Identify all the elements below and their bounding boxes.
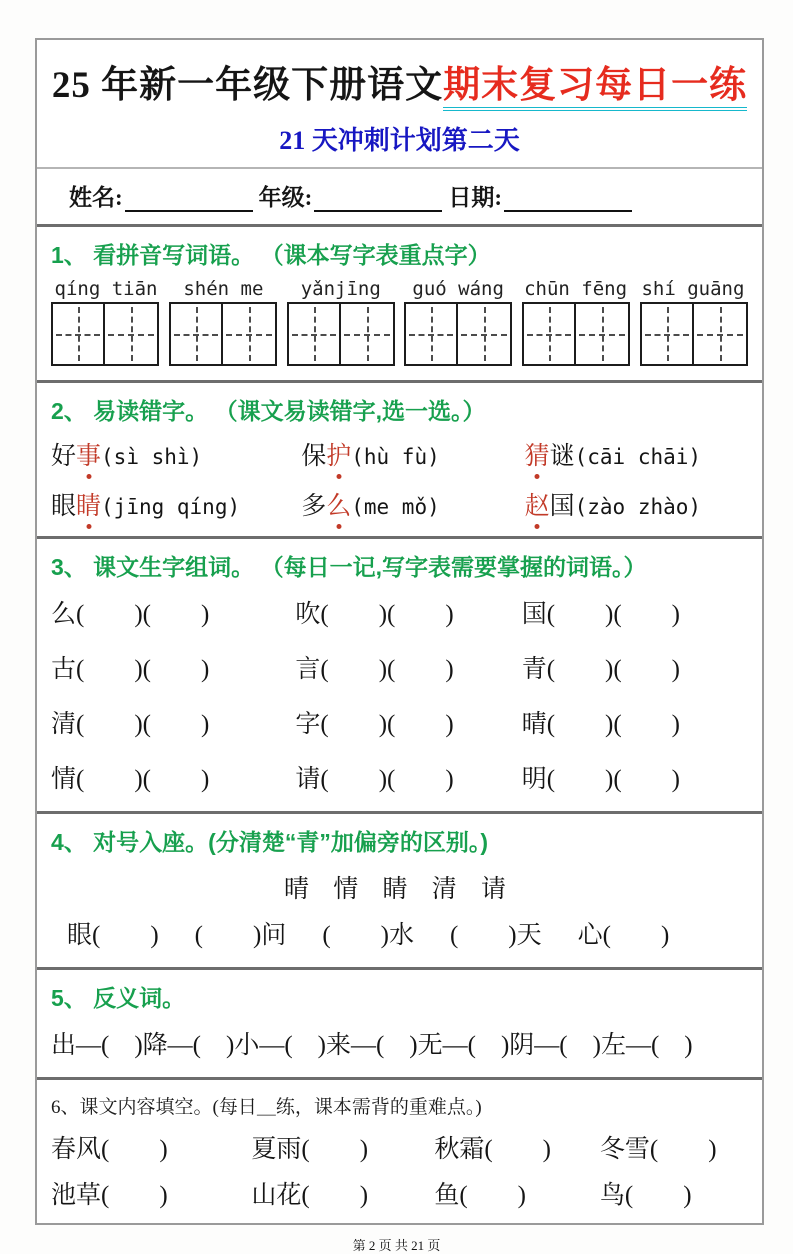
- text-fill-item: 冬雪( ): [599, 1136, 717, 1163]
- antonym-item: 出—( ): [51, 1032, 143, 1059]
- emphasized-char: 么: [326, 486, 351, 522]
- grade-blank: [314, 187, 442, 212]
- writing-grid-group: [522, 302, 630, 366]
- text-fill-item: 秋霜( ): [434, 1136, 551, 1163]
- fill-seat-item: 眼( ): [67, 922, 159, 949]
- antonym-item: 无—( ): [417, 1032, 510, 1059]
- tianzige-cell: [576, 302, 630, 366]
- character: 清: [51, 711, 77, 738]
- blank-parens: ( )( ): [76, 656, 210, 683]
- text-fill-row-2: [51, 1175, 748, 1211]
- emphasized-char: 护: [326, 436, 351, 472]
- pinyin-label: qíng tiān: [54, 278, 158, 300]
- text-fill-item: 鸟( ): [599, 1182, 692, 1209]
- writing-grid-row: [51, 302, 748, 366]
- word-building-item: [295, 594, 521, 630]
- blank-parens: ( )( ): [320, 601, 454, 628]
- section-3-word-building: [37, 539, 762, 814]
- misread-item: [301, 436, 524, 472]
- pinyin-row: [51, 278, 748, 300]
- section-5-heading: 5、 反义词。: [51, 985, 186, 1011]
- tianzige-cell: [522, 302, 576, 366]
- section-6-text-fill: [37, 1080, 762, 1223]
- item-pinyin: (hù fù): [351, 445, 440, 469]
- character: 字: [295, 711, 321, 738]
- title-red-part: 期末复习每日一练: [443, 65, 747, 111]
- word-building-item: [295, 759, 521, 795]
- pinyin-label: guó wáng: [412, 278, 504, 300]
- word-building-item: [522, 704, 748, 740]
- section-1-heading: 1、 看拼音写词语。 （课本写字表重点字）: [51, 242, 491, 268]
- word-building-items: [51, 594, 748, 795]
- header: [37, 40, 762, 169]
- tianzige-cell: [458, 302, 512, 366]
- title-black-part: 25 年新一年级下册语文: [51, 65, 444, 106]
- character: 请: [295, 766, 321, 793]
- item-text: 好: [51, 443, 77, 470]
- item-text: 谜: [549, 443, 575, 470]
- item-text: 保: [301, 443, 327, 470]
- text-fill-row-1: [51, 1129, 748, 1165]
- tianzige-cell: [287, 302, 341, 366]
- misread-item: [525, 436, 748, 472]
- name-label: 姓名:: [69, 185, 123, 210]
- blank-parens: ( )( ): [320, 656, 454, 683]
- character: 吹: [295, 601, 321, 628]
- text-fill-item: 山花( ): [251, 1182, 369, 1209]
- text-fill-item: 池草( ): [51, 1182, 168, 1209]
- text-fill-item: 春风( ): [51, 1136, 168, 1163]
- pinyin-label: yǎnjīng: [300, 278, 381, 300]
- item-text: 国: [549, 493, 575, 520]
- misread-item: [525, 486, 748, 522]
- pinyin-label: chūn fēng: [524, 278, 628, 300]
- character: 晴: [521, 711, 547, 738]
- pinyin-label: shí guāng: [641, 278, 745, 300]
- fill-seat-item: ( )水: [322, 922, 414, 949]
- page-number: 第 2 页 共 21 页: [352, 1238, 441, 1253]
- section-1-pinyin-writing: [37, 227, 762, 383]
- section-6-heading: 6、课文内容填空。(每日＿练，课本需背的重难点。): [51, 1097, 482, 1118]
- text-fill-item: 夏雨( ): [251, 1136, 369, 1163]
- character: 情: [51, 766, 77, 793]
- section-3-heading: 3、 课文生字组词。 （每日一记,写字表需要掌握的词语。）: [51, 554, 647, 580]
- misread-items: [51, 436, 748, 522]
- info-row: [37, 169, 762, 227]
- blank-parens: ( )( ): [76, 711, 210, 738]
- blank-parens: ( )( ): [546, 711, 681, 738]
- antonym-line: [51, 1025, 750, 1061]
- word-building-item: [522, 594, 748, 630]
- date-blank: [504, 187, 632, 212]
- tianzige-cell: [341, 302, 395, 366]
- worksheet-page: [0, 38, 793, 1253]
- fill-seat-item: ( )问: [194, 922, 287, 949]
- tianzige-cell: [404, 302, 458, 366]
- character: 青: [521, 656, 547, 683]
- section-4-heading: 4、 对号入座。(分清楚“青”加偏旁的区别。): [51, 829, 488, 855]
- emphasized-char: 赵: [525, 486, 550, 522]
- item-pinyin: (zào zhào): [574, 495, 702, 519]
- character: 明: [521, 766, 547, 793]
- blank-parens: ( )( ): [320, 711, 454, 738]
- section-5-antonyms: [37, 970, 762, 1080]
- misread-item: [51, 486, 301, 522]
- blank-parens: ( )( ): [546, 656, 681, 683]
- section-2-misread-chars: [37, 383, 762, 539]
- antonym-item: 阴—( ): [509, 1032, 601, 1059]
- emphasized-char: 睛: [76, 486, 101, 522]
- word-building-item: [295, 704, 521, 740]
- tianzige-cell: [640, 302, 694, 366]
- tianzige-cell: [51, 302, 105, 366]
- name-blank: [125, 187, 253, 212]
- character: 言: [295, 656, 321, 683]
- writing-grid-group: [169, 302, 277, 366]
- antonym-item: 左—( ): [600, 1032, 693, 1059]
- word-building-item: [51, 594, 295, 630]
- item-text: 多: [301, 493, 327, 520]
- blank-parens: ( )( ): [320, 766, 454, 793]
- misread-item: [51, 436, 301, 472]
- word-bank: 晴 情 睛 清 请: [283, 876, 515, 903]
- antonym-item: 来—( ): [325, 1032, 418, 1059]
- blank-parens: ( )( ): [76, 601, 210, 628]
- date-label: 日期:: [448, 185, 503, 210]
- item-pinyin: (jīng qíng): [101, 495, 241, 519]
- character: 古: [51, 656, 77, 683]
- page-title: [43, 54, 756, 108]
- writing-grid-group: [51, 302, 159, 366]
- page-subtitle: 21 天冲刺计划第二天: [279, 126, 520, 155]
- fill-seat-item: 心( ): [577, 922, 670, 949]
- word-building-item: [51, 704, 295, 740]
- worksheet-frame: [35, 38, 764, 1225]
- antonym-item: 降—( ): [142, 1032, 235, 1059]
- item-pinyin: (sì shì): [101, 445, 203, 469]
- word-building-item: [522, 649, 748, 685]
- section-4-fill-seat: [37, 814, 762, 970]
- section-2-heading: 2、 易读错字。 （课文易读错字,选一选。）: [51, 398, 486, 424]
- tianzige-cell: [223, 302, 277, 366]
- blank-parens: ( )( ): [546, 766, 681, 793]
- writing-grid-group: [640, 302, 748, 366]
- tianzige-cell: [169, 302, 223, 366]
- item-text: 眼: [51, 493, 77, 520]
- text-fill-item: 鱼( ): [434, 1182, 526, 1209]
- fill-seat-line: [67, 915, 750, 951]
- item-pinyin: (cāi chāi): [574, 445, 702, 469]
- emphasized-char: 事: [76, 436, 101, 472]
- word-building-item: [51, 759, 295, 795]
- writing-grid-group: [287, 302, 395, 366]
- blank-parens: ( )( ): [546, 601, 681, 628]
- pinyin-label: shén me: [183, 278, 264, 300]
- antonym-item: 小—( ): [234, 1032, 326, 1059]
- writing-grid-group: [404, 302, 512, 366]
- tianzige-cell: [105, 302, 159, 366]
- misread-item: [301, 486, 524, 522]
- character: 国: [521, 601, 547, 628]
- character: 么: [51, 601, 77, 628]
- word-building-item: [51, 649, 295, 685]
- word-building-item: [522, 759, 748, 795]
- emphasized-char: 猜: [525, 436, 550, 472]
- item-pinyin: (me mǒ): [351, 495, 440, 519]
- word-building-item: [295, 649, 521, 685]
- grade-label: 年级:: [258, 185, 313, 210]
- tianzige-cell: [694, 302, 748, 366]
- blank-parens: ( )( ): [76, 766, 210, 793]
- fill-seat-item: ( )天: [449, 922, 542, 949]
